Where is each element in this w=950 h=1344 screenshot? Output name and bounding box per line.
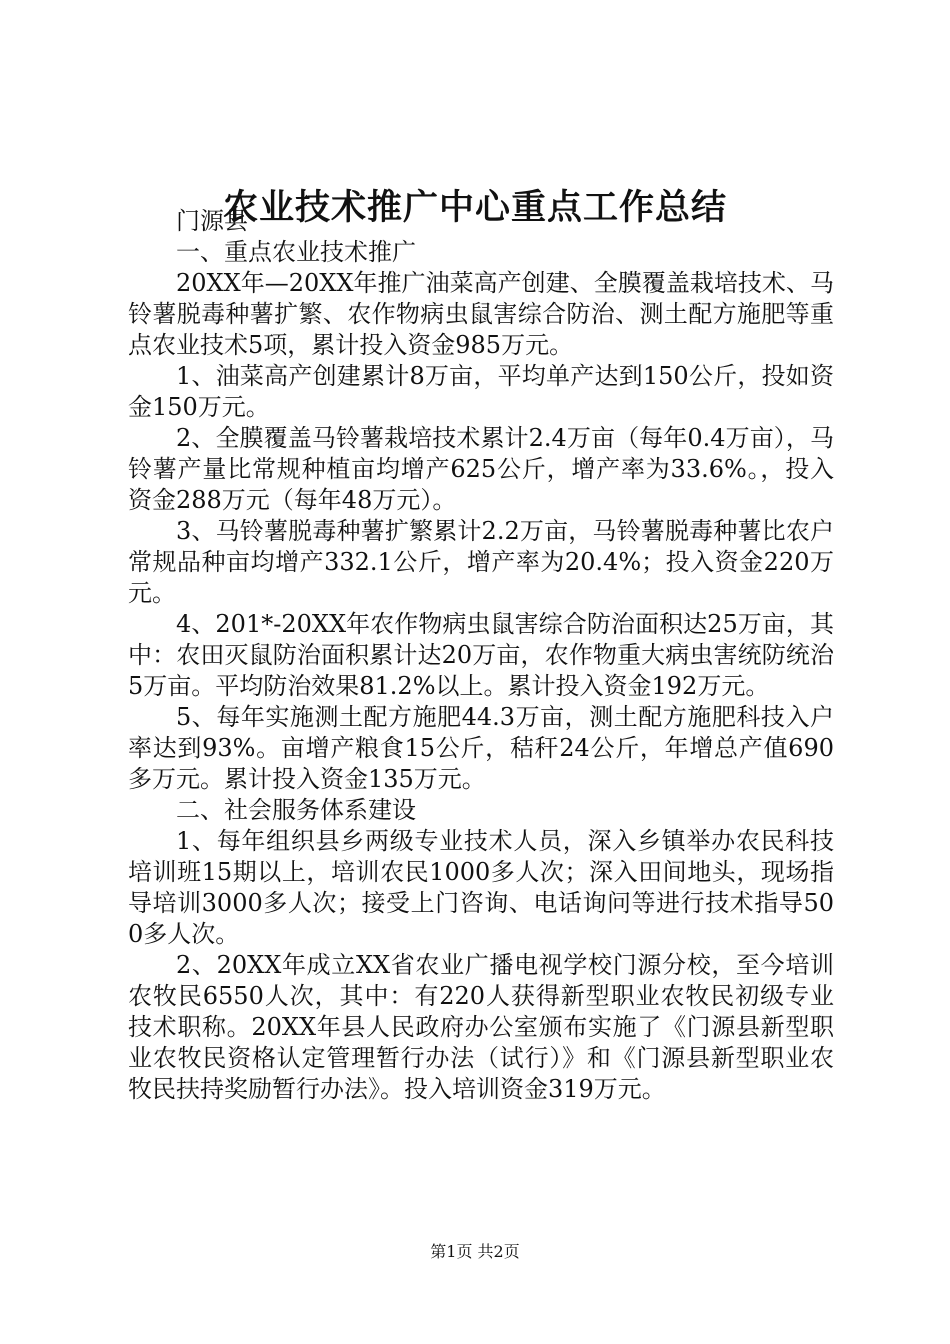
page-footer: 第1页 共2页 [430, 1242, 520, 1261]
paragraph-service-2: 2、20XX年成立XX省农业广播电视学校门源分校，至今培训农牧民6550人次，其中：有220人获得新型职业农牧民初级专业技术职称。20XX年县人民政府办公室颁布实施了《门源县新型职业农牧民资格认定管理暂行办法（试行）》和《门源县新型职业农牧民扶持奖励暂行办法》。投入培训资金319万元。 [128, 951, 834, 1103]
document-body [128, 206, 834, 1105]
section-heading-2: 二、社会服务体系建设 [176, 796, 416, 824]
paragraph-overview: 20XX年—20XX年推广油菜高产创建、全膜覆盖栽培技术、马铃薯脱毒种薯扩繁、农作物病虫鼠害综合防治、测土配方施肥等重点农业技术5项，累计投入资金985万元。 [128, 269, 834, 359]
paragraph-item-3: 3、马铃薯脱毒种薯扩繁累计2.2万亩，马铃薯脱毒种薯比农户常规品种亩均增产332.1公斤，增产率为20.4%；投入资金220万元。 [128, 517, 834, 607]
paragraph-item-1: 1、油菜高产创建累计8万亩，平均单产达到150公斤，投如资金150万元。 [128, 362, 834, 421]
paragraph-item-4: 4、201*-20XX年农作物病虫鼠害综合防治面积达25万亩，其中：农田灭鼠防治面积累计达20万亩，农作物重大病虫害统防统治5万亩。平均防治效果81.2%以上。累计投入资金192万元。 [128, 610, 834, 700]
author-county: 门源县 [176, 207, 248, 235]
paragraph-service-1: 1、每年组织县乡两级专业技术人员，深入乡镇举办农民科技培训班15期以上，培训农民1000多人次；深入田间地头，现场指导培训3000多人次；接受上门咨询、电话询问等进行技术指导500多人次。 [128, 827, 834, 948]
section-heading-1: 一、重点农业技术推广 [176, 238, 416, 266]
document-title: 农业技术推广中心重点工作总结 [222, 188, 727, 228]
paragraph-item-5: 5、每年实施测土配方施肥44.3万亩，测土配方施肥科技入户率达到93%。亩增产粮食15公斤，秸秆24公斤，年增总产值690多万元。累计投入资金135万元。 [128, 703, 834, 793]
paragraph-item-2: 2、全膜覆盖马铃薯栽培技术累计2.4万亩（每年0.4万亩），马铃薯产量比常规种植亩均增产625公斤，增产率为33.6%。，投入资金288万元（每年48万元）。 [128, 424, 834, 514]
